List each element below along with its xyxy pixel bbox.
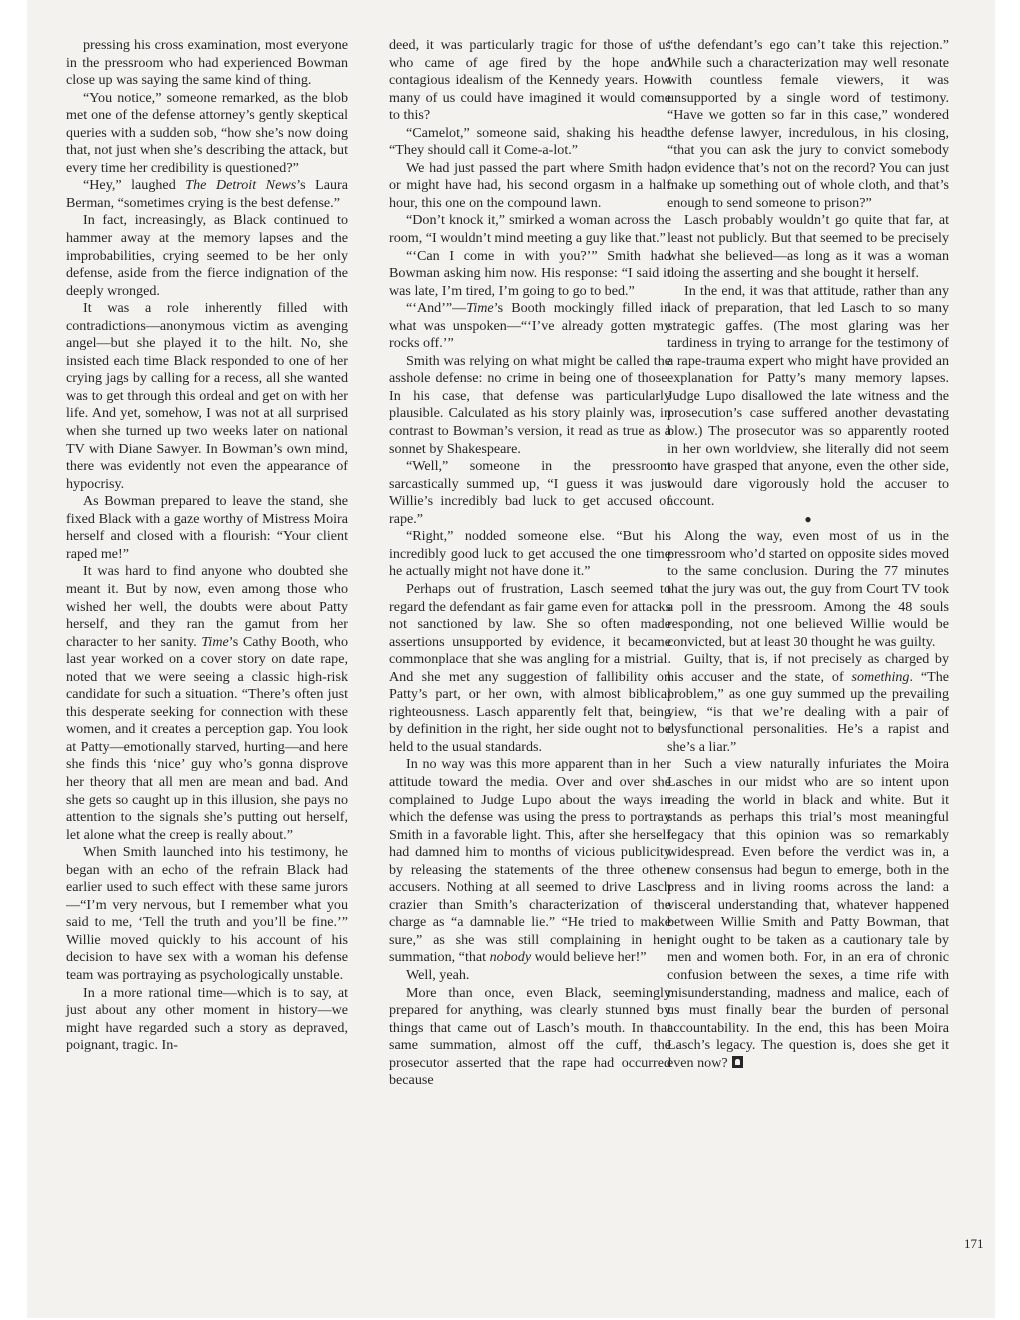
paragraph bbox=[667, 212, 949, 282]
paragraph bbox=[389, 967, 671, 985]
section-break-bullet: ● bbox=[804, 511, 812, 526]
paragraph bbox=[667, 283, 949, 511]
paragraph-text: In a more rational time—which is to say, at just about any other moment in history—we might have regarded such a story as depraved, poignant, tragic. In- bbox=[66, 984, 348, 1054]
paragraph bbox=[66, 300, 348, 493]
paragraph-text: pressing his cross examination, most everyone in the pressroom who had experienced Bowman close up was saying the same kind of thing. bbox=[66, 37, 348, 89]
paragraph-text: “Right,” nodded someone else. “But his incredibly good luck to get accused the one time he actually might not have done it.” bbox=[389, 528, 671, 580]
italic-text: Time bbox=[466, 300, 494, 317]
paragraph-text: deed, it was particularly tragic for those of us who came of age fired by the hope and contagious idealism of the Kennedy years. How many of us could have imagined it would come to this? bbox=[389, 37, 671, 124]
paragraph bbox=[389, 458, 671, 528]
paragraph bbox=[389, 300, 671, 353]
paragraph bbox=[389, 528, 671, 581]
paragraph bbox=[389, 353, 671, 458]
rabbit-end-mark-icon bbox=[732, 1056, 743, 1068]
paragraph bbox=[66, 177, 348, 212]
paragraph bbox=[667, 756, 949, 1072]
paragraph-text: It was hard to find anyone who doubted she meant it. But by now, even among those who wished her well, the doubts were about Patty herself, and they ran the gamut from her character to her sanity. bbox=[66, 563, 348, 650]
paragraph-text: “Hey,” laughed bbox=[83, 177, 186, 194]
paragraph-text: We had just passed the part where Smith had, or might have had, his second orgasm in a half hour, this one on the compound lawn. bbox=[389, 159, 671, 211]
paragraph-text: In the end, it was that attitude, rather than any lack of preparation, that led Lasch to so many strategic gaffes. (The most glaring was her tardiness in trying to arrange for the testimony of a rape-trauma expert who might have provided an explanation for Patty’s many memory lapses. Judge Lupo disallowed the late witness and the prosecution’s case suffered another devastating blow.) The prosecutor was so apparently rooted in her own worldview, she literally did not seem to have grasped that anyone, even the other side, would dare vigorously hold the accuser to account. bbox=[667, 282, 949, 510]
paragraph bbox=[667, 37, 949, 212]
page-number: 171 bbox=[964, 1236, 984, 1251]
paragraph bbox=[389, 37, 671, 125]
paragraph bbox=[667, 528, 949, 651]
paragraph-text: In no way was this more apparent than in her attitude toward the media. Over and over she complained to Judge Lupo about the ways in which the defense was using the press to portray Smith in a favorable light. This, after she herself had damned him to months of vicious publicity by releasing the statements of the three other accusers. Nothing at all seemed to drive Lasch crazier than Smith’s characterization of the charge as “a damnable lie.” “He tried to make sure,” as she was still complaining in her summation, “that bbox=[389, 756, 671, 966]
paragraph bbox=[389, 212, 671, 247]
paragraph-text: More than once, even Black, seemingly prepared for anything, was clearly stunned by things that came out of Lasch’s mouth. In that same summation, almost off the cuff, the prosecutor asserted that the rape had occurred because bbox=[389, 984, 671, 1089]
text-column-3 bbox=[667, 37, 949, 1072]
paragraph-text: ’s Booth mockingly filled in what was unspoken—“‘I’ve already gotten my rocks off.’” bbox=[389, 300, 671, 352]
paragraph-text: “‘And’”— bbox=[406, 300, 467, 317]
paragraph bbox=[66, 563, 348, 844]
paragraph-text: Perhaps out of frustration, Lasch seemed to regard the defendant as fair game even for attacks not sanctioned by law. She so often made assertions unsupported by evidence, it became commonplace that she was angling for a mistrial. And she met any suggestion of fallibility on Patty’s part, or her own, with almost biblical righteousness. Lasch apparently felt that, being by definition in the right, her side ought not to be held to the usual standards. bbox=[389, 580, 671, 755]
paragraph-text: “Well,” someone in the pressroom sarcastically summed up, “I guess it was just Willie’s incredibly bad luck to get accused of rape.” bbox=[389, 458, 671, 527]
paragraph-text: “Camelot,” someone said, shaking his head. “They should call it Come-a-lot.” bbox=[389, 124, 671, 159]
paragraph-text: “the defendant’s ego can’t take this rejection.” While such a characterization may well resonate with countless female viewers, it was unsupported by a single word of testimony. “Have we gotten so far in this case,” wondered the defense lawyer, incredulous, in his closing, “that you can ask the jury to convict somebody on evidence that’s not on the record? You can just make up something out of whole cloth, and that’s enough to send someone to prison?” bbox=[667, 37, 949, 211]
paragraph-text: Guilty, that is, if not precisely as charged by his accuser and the state, of bbox=[667, 651, 949, 685]
paragraph bbox=[389, 248, 671, 301]
paragraph bbox=[66, 90, 348, 178]
paragraph-text: ’s Cathy Booth, who last year worked on a cover story on date rape, noted that we were seeing a classic high-risk candidate for such a situation. “There’s often just this desperate seeking for connection with these women, and it creates a perception gap. You look at Patty—emotionally starved, hurting—and here she finds this ‘nice’ guy who’s gonna disprove her theory that all men are mean and bad. And she gets so caught up in this illusion, she pays no attention to the signals she’s putting out herself, let alone what the creep is really about.” bbox=[66, 633, 348, 843]
paragraph bbox=[389, 985, 671, 1090]
magazine-page bbox=[27, 0, 995, 1318]
paragraph bbox=[66, 212, 348, 300]
paragraph bbox=[66, 985, 348, 1055]
paragraph-text: It was a role inherently filled with contradictions—anonymous victim as avenging angel—but she played it to the hilt. No, she insisted each time Black responded to one of her crying jags by calling for a recess, all she wanted was to get through this ordeal and get on with her life. And yet, somehow, I was not at all surprised when she turned up two weeks later on national TV with Diane Sawyer. In Bowman’s own mind, there was evidently not even the appearance of hypocrisy. bbox=[66, 300, 348, 492]
italic-text: The Detroit News bbox=[185, 177, 297, 194]
paragraph-text: In fact, increasingly, as Black continued to hammer away at the memory lapses and the improbabilities, crying seemed to be her only defense, aside from the fierce indignation of the deeply wronged. bbox=[66, 212, 348, 299]
text-column-1 bbox=[66, 37, 348, 1055]
paragraph-text: Such a view naturally infuriates the Moira Lasches in our midst who are so intent upon reading the world in black and white. But it stands as perhaps this trial’s most meaningful legacy that this opinion was so remarkably widespread. Even before the verdict was in, a new consensus had begun to emerge, both in the press and in living rooms across the land: a visceral understanding that, whatever happened between Willie Smith and Patty Bowman, that night ought to be taken as a cautionary tale by men and women both. For, in an era of chronic confusion between the sexes, a time rife with misunderstanding, madness and malice, each of us must finally bear the burden of personal accountability. In the end, this has been Moira Lasch’s legacy. The question is, does she get it even now? bbox=[667, 756, 949, 1071]
paragraph-text: “‘Can I come in with you?’” Smith had Bowman asking him now. His response: “I said it was late, I’m tired, I’m going to go to bed.” bbox=[389, 247, 671, 299]
paragraph bbox=[389, 160, 671, 213]
paragraph bbox=[66, 844, 348, 984]
paragraph-text: Well, yeah. bbox=[406, 966, 470, 983]
paragraph-text: “Don’t knock it,” smirked a woman across the room, “I wouldn’t mind meeting a guy like that.” bbox=[389, 212, 671, 247]
text-column-2 bbox=[389, 37, 671, 1090]
paragraph bbox=[389, 125, 671, 160]
paragraph bbox=[66, 37, 348, 90]
italic-text: something bbox=[851, 668, 910, 685]
paragraph-text: “You notice,” someone remarked, as the blob met one of the defense attorney’s gently skeptical queries with a sudden sob, “how she’s now doing that, not just when she’s describing the attack, but every time her credibility is questioned?” bbox=[66, 89, 348, 176]
paragraph-text: When Smith launched into his testimony, he began with an echo of the refrain Black had earlier used to such effect with these same jurors—“I’m very nervous, but I remember what you said to me, ‘Tell the truth and you’ll be fine.’” Willie moved quickly to his account of his decision to have sex with a woman his defense team was portraying as psychologically unstable. bbox=[66, 844, 348, 983]
italic-text: nobody bbox=[489, 949, 532, 966]
paragraph-text: ’s Laura Berman, “sometimes crying is the best defense.” bbox=[66, 177, 349, 211]
paragraph-text: Smith was relying on what might be called the asshole defense: no crime in being one of those. In his case, that defense was particularly plausible. Calculated as his story plainly was, in contrast to Bowman’s version, it read as true as a sonnet by Shakespeare. bbox=[389, 352, 671, 457]
paragraph-text: Lasch probably wouldn’t go quite that far, at least not publicly. But that seemed to be precisely what she believed—as long as it was a woman doing the asserting and she bought it herself. bbox=[667, 212, 949, 282]
paragraph bbox=[389, 756, 671, 967]
paragraph-text: . “The problem,” as one guy summed up the prevailing view, “is that we’re dealing with a pair of dysfunctional personalities. He’s a rapist and she’s a liar.” bbox=[667, 668, 950, 755]
paragraph bbox=[389, 581, 671, 756]
paragraph-text: would believe her!” bbox=[531, 949, 647, 966]
paragraph bbox=[667, 651, 949, 756]
paragraph-text: Along the way, even most of us in the pressroom who’d started on opposite sides moved to the same conclusion. During the 77 minutes that the jury was out, the guy from Court TV took a poll in the pressroom. Among the 48 souls responding, not one believed Willie would be convicted, but at least 30 thought he was guilty. bbox=[667, 528, 949, 650]
italic-text: Time bbox=[201, 633, 229, 650]
paragraph bbox=[66, 493, 348, 563]
paragraph-text: As Bowman prepared to leave the stand, she fixed Black with a gaze worthy of Mistress Moira herself and closed with a flourish: “Your client raped me!” bbox=[66, 493, 348, 562]
